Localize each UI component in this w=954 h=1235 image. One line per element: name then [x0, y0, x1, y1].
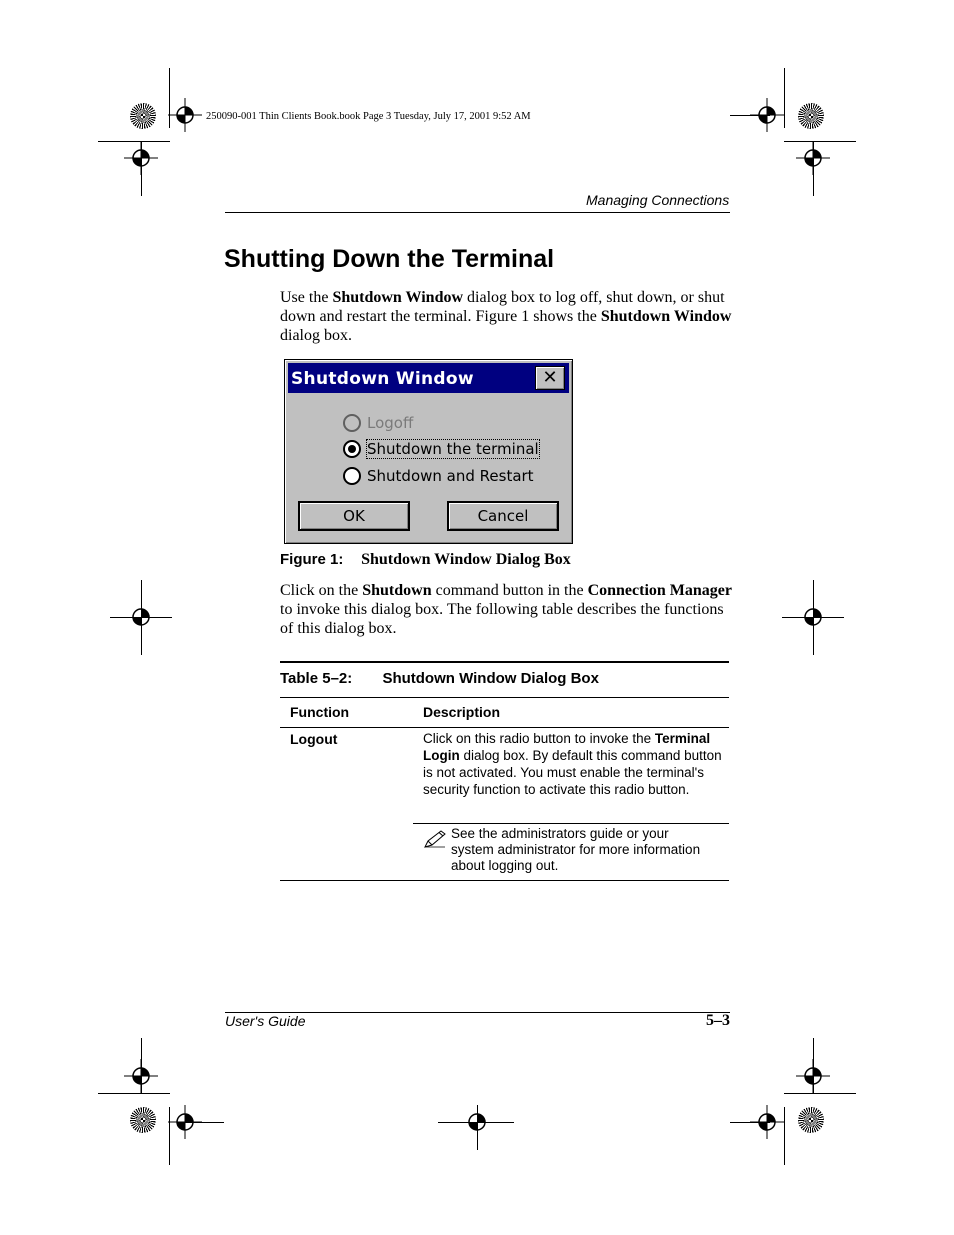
table-rule	[280, 697, 729, 698]
radio-label: Logoff	[367, 414, 414, 432]
registration-target-icon	[124, 600, 158, 634]
table-label: Table 5–2:	[280, 670, 353, 687]
figure-title: Shutdown Window Dialog Box	[361, 551, 571, 568]
registration-star-icon	[798, 103, 824, 129]
radio-label: Shutdown and Restart	[367, 467, 534, 485]
footer-left: User's Guide	[225, 1013, 306, 1029]
registration-target-icon	[796, 600, 830, 634]
running-head: Managing Connections	[586, 192, 730, 208]
registration-star-icon	[130, 1107, 156, 1133]
registration-target-icon	[796, 141, 830, 175]
radio-button-icon	[343, 467, 361, 485]
dialog-title: Shutdown Window	[291, 369, 474, 389]
shutdown-window-dialog	[284, 359, 573, 544]
table-caption	[280, 670, 599, 687]
print-header: 250090-001 Thin Clients Book.book Page 3 Tuesday, July 17, 2001 9:52 AM	[206, 111, 531, 122]
registration-star-icon	[130, 103, 156, 129]
registration-target-icon	[124, 1059, 158, 1093]
registration-target-icon	[460, 1105, 494, 1139]
registration-target-icon	[168, 98, 202, 132]
figure-label: Figure 1:	[280, 551, 344, 568]
page-title: Shutting Down the Terminal	[224, 245, 555, 273]
registration-target-icon	[796, 1059, 830, 1093]
table-note-rule	[413, 823, 729, 824]
radio-label: Shutdown the terminal	[367, 440, 539, 458]
radio-button-selected-icon	[343, 440, 361, 458]
radio-shutdown-restart[interactable]	[343, 465, 534, 487]
table-header-rule	[280, 727, 729, 728]
radio-shutdown-terminal[interactable]	[343, 438, 539, 460]
radio-button-icon	[343, 414, 361, 432]
table-title: Shutdown Window Dialog Box	[382, 670, 599, 687]
registration-target-icon	[124, 141, 158, 175]
body-paragraph: Click on the Shutdown command button in the Connection Manager to invoke this dialog box. The following table describes the functions of this dialog box.	[280, 582, 733, 637]
table-bottom-rule	[280, 880, 729, 881]
radio-logoff[interactable]	[343, 412, 413, 434]
ok-button[interactable]: OK	[298, 501, 410, 531]
table-header-function: Function	[290, 704, 350, 720]
figure-caption	[280, 551, 571, 569]
close-icon: ✕	[542, 367, 558, 388]
table-header-description: Description	[423, 704, 501, 720]
registration-star-icon	[798, 1107, 824, 1133]
intro-paragraph: Use the Shutdown Window dialog box to log off, shut down, or shut down and restart the terminal. Figure 1 shows the Shutdown Window dialog box.	[280, 289, 732, 344]
dialog-title-bar	[288, 363, 569, 393]
header-rule	[225, 212, 730, 213]
pencil-note-icon	[423, 829, 447, 849]
cancel-button[interactable]: Cancel	[447, 501, 559, 531]
table-top-rule	[280, 661, 729, 663]
table-cell-description: Click on this radio button to invoke the Terminal Login dialog box. By default this command button is not activated. You must enable the terminal's security function to activate this radio button.	[423, 731, 722, 797]
table-cell-function: Logout	[290, 731, 338, 747]
close-button[interactable]	[535, 366, 565, 390]
page-number: 5–3	[706, 1012, 730, 1029]
table-note-text: See the administrators guide or your system administrator for more information about logging out.	[451, 826, 701, 873]
